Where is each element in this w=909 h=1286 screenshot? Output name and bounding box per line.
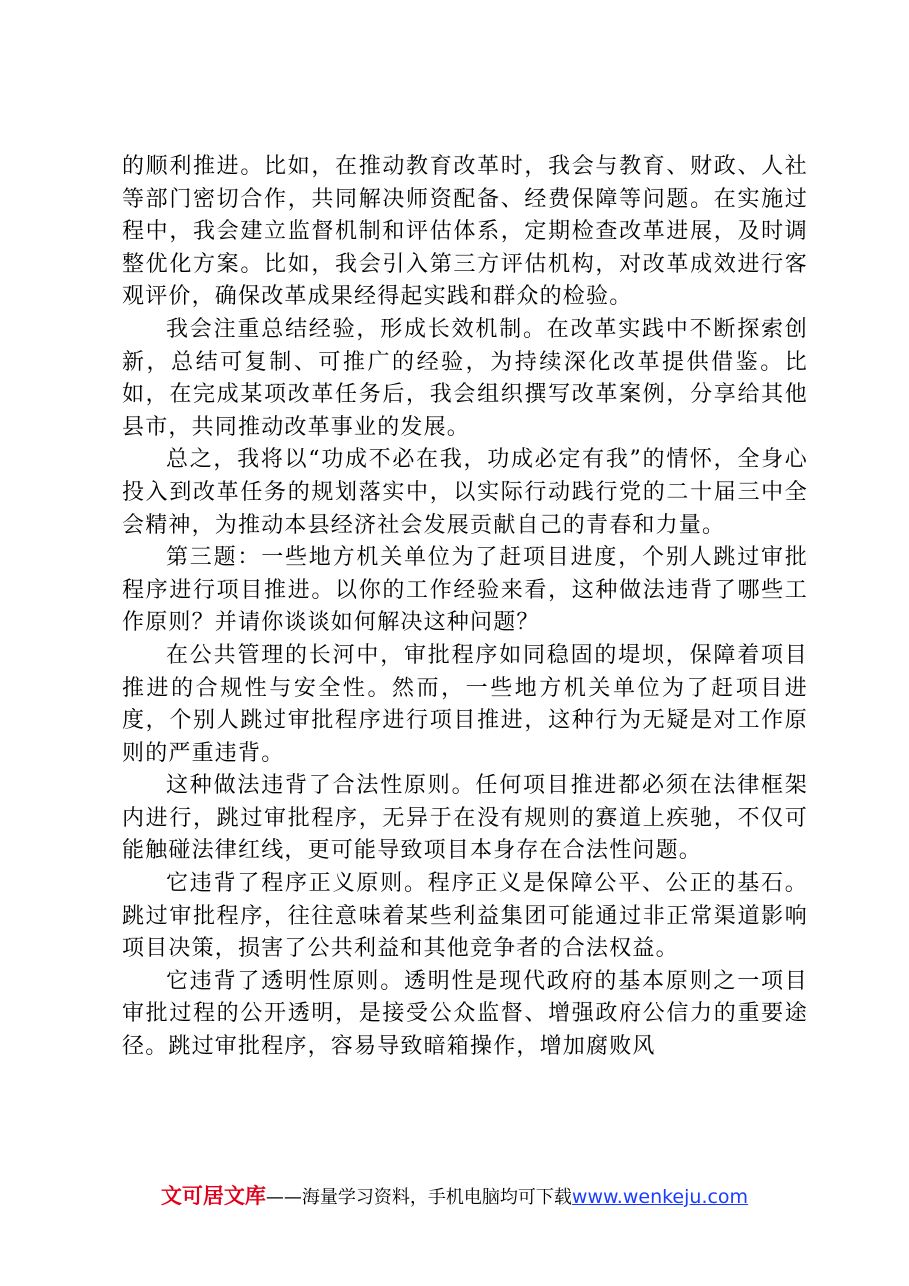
paragraph-3: 总之，我将以“功成不必在我，功成必定有我”的情怀，全身心投入到改革任务的规划落实中，以实际行动践行党的二十届三中全会精神，为推动本县经济社会发展贡献自己的青春和力量。 bbox=[122, 447, 808, 538]
paragraph-2: 我会注重总结经验，形成长效机制。在改革实践中不断探索创新，总结可复制、可推广的经验，为持续深化改革提供借鉴。比如，在完成某项改革任务后，我会组织撰写改革案例，分享给其他县市，共同推动改革事业的发展。 bbox=[122, 316, 808, 440]
paragraph-8: 它违背了透明性原则。透明性是现代政府的基本原则之一项目审批过程的公开透明，是接受公众监督、增强政府公信力的重要途径。跳过审批程序，容易导致暗箱操作，增加腐败风 bbox=[122, 968, 808, 1060]
paragraph-7: 它违背了程序正义原则。程序正义是保障公平、公正的基石。跳过审批程序，往往意味着某些利益集团可能通过非正常渠道影响项目决策，损害了公共利益和其他竞争者的合法权益。 bbox=[122, 871, 808, 962]
footer-url-link[interactable]: www.wenkeju.com bbox=[571, 1186, 749, 1208]
body-text bbox=[122, 151, 808, 1064]
footer-slogan: ——海量学习资料，手机电脑均可下载 bbox=[265, 1187, 572, 1208]
footer-banner bbox=[0, 1180, 909, 1210]
paragraph-5: 在公共管理的长河中，审批程序如同稳固的堤坝，保障着项目推进的合规性与安全性。然而，一些地方机关单位为了赶项目进度，个别人跳过审批程序进行项目推进，这种行为无疑是对工作原则的严重违背。 bbox=[122, 642, 808, 766]
footer-brand: 文可居文库 bbox=[160, 1184, 266, 1208]
paragraph-4-question: 第三题：一些地方机关单位为了赶项目进度，个别人跳过审批程序进行项目推进。以你的工作经验来看，这种做法违背了哪些工作原则？并请你谈谈如何解决这种问题？ bbox=[122, 545, 808, 636]
paragraph-1: 的顺利推进。比如，在推动教育改革时，我会与教育、财政、人社等部门密切合作，共同解决师资配备、经费保障等问题。在实施过程中，我会建立监督机制和评估体系，定期检查改革进展，及时调整优化方案。比如，我会引入第三方评估机构，对改革成效进行客观评价，确保改革成果经得起实践和群众的检验。 bbox=[122, 154, 808, 310]
paragraph-6: 这种做法违背了合法性原则。任何项目推进都必须在法律框架内进行，跳过审批程序，无异于在没有规则的赛道上疾驰，不仅可能触碰法律红线，更可能导致项目本身存在合法性问题。 bbox=[122, 773, 808, 864]
